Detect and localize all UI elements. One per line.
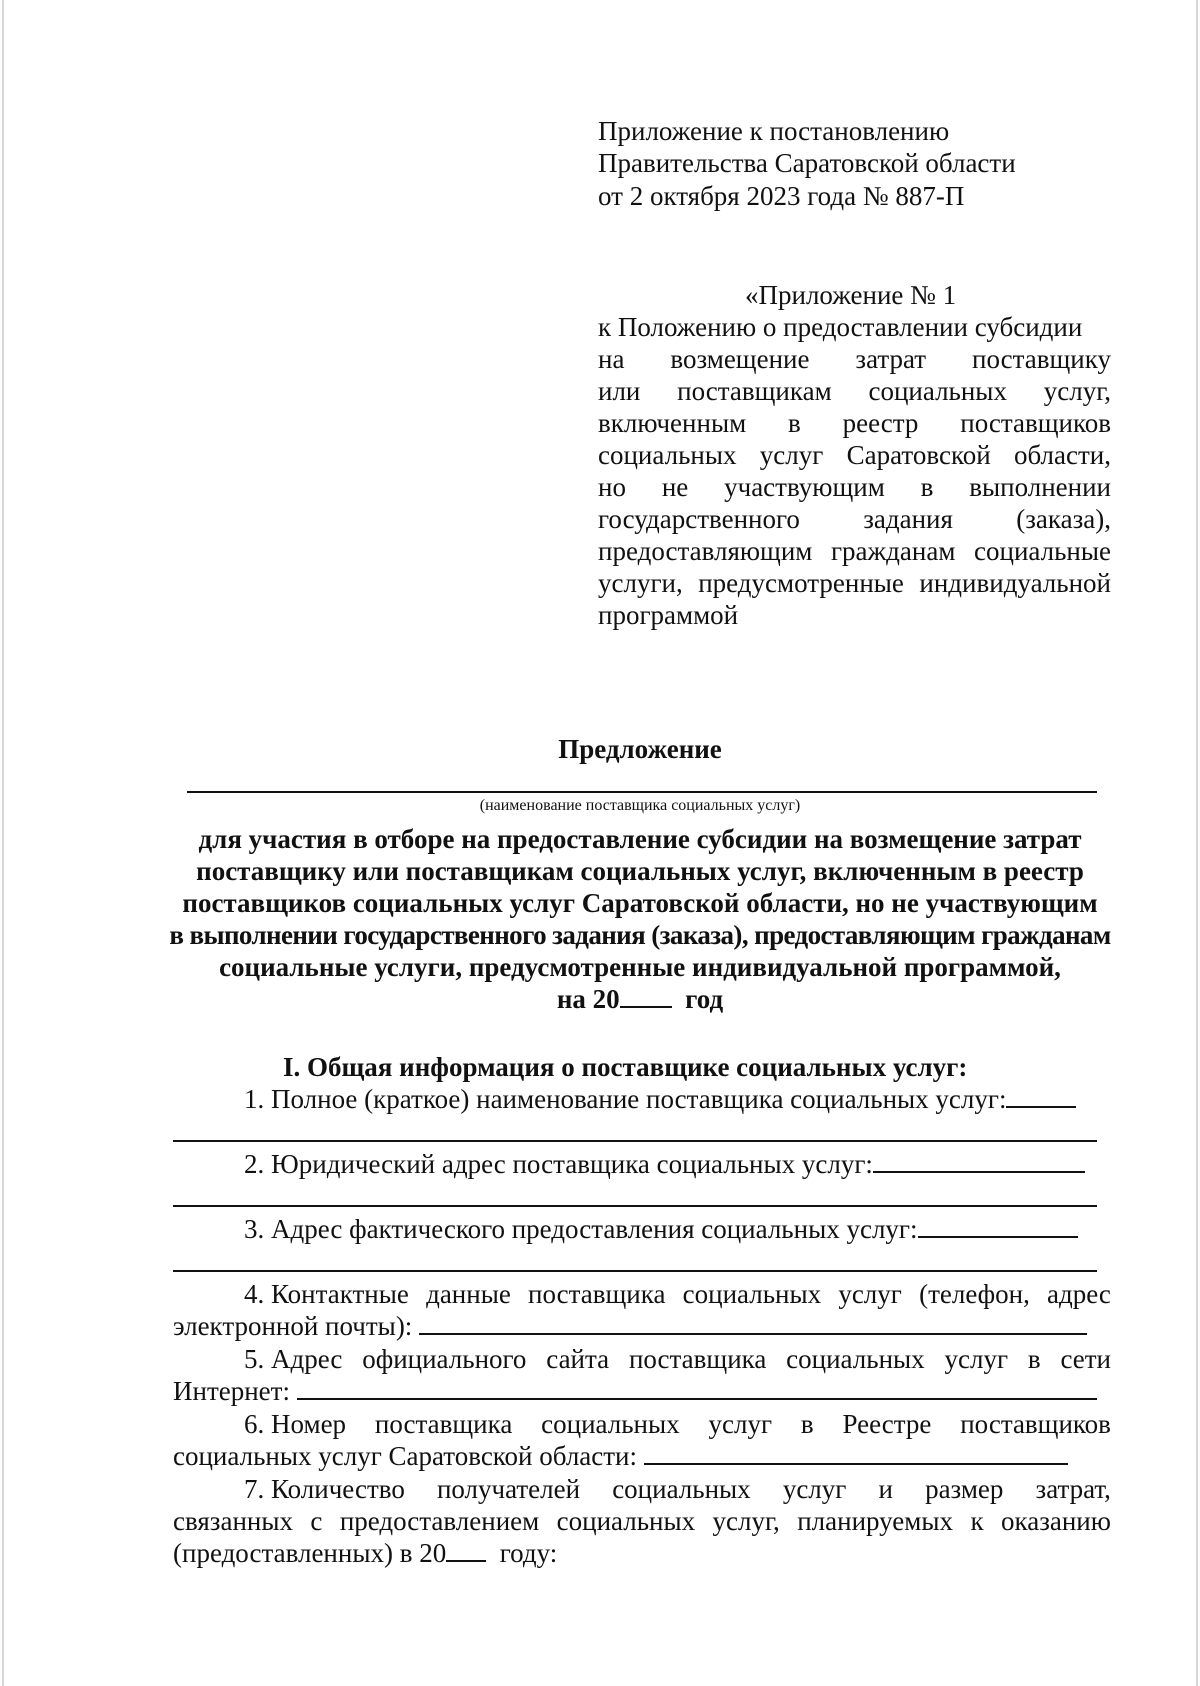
word: или	[598, 376, 641, 406]
word: к	[970, 1506, 984, 1536]
year-blank	[620, 984, 672, 1008]
year-suffix: год	[685, 984, 724, 1014]
word: поставщиков	[960, 1409, 1111, 1439]
item-4-line-2	[173, 1310, 1087, 1342]
appendix-line	[598, 471, 1111, 503]
word: возмещение	[670, 344, 810, 374]
appendix-line	[598, 439, 1111, 471]
word: социальные	[974, 536, 1111, 566]
section-heading: I. Общая информация о поставщике социальных услуг:	[283, 1052, 968, 1082]
word: (заказа),	[1016, 504, 1111, 534]
word: поставщика	[628, 1344, 767, 1374]
word: данные	[426, 1279, 511, 1309]
word: предоставлением	[339, 1506, 540, 1536]
word: реестр	[842, 408, 919, 438]
item-7-year-prefix: (предоставленных) в 20	[173, 1538, 447, 1568]
word: 4. Контактные	[244, 1279, 409, 1309]
subtitle-line: поставщиков социальных услуг Саратовской области, но не участвующим	[182, 888, 1098, 918]
item-5-line	[244, 1343, 1111, 1375]
word: услуг	[944, 1344, 1009, 1374]
item-5-line-2	[173, 1375, 1097, 1407]
item-6-label: социальных услуг Саратовской области:	[173, 1441, 638, 1471]
word: сети	[1060, 1344, 1111, 1374]
item-3	[244, 1213, 1078, 1245]
word: участвующим	[724, 472, 885, 502]
word: поставщиков	[960, 408, 1111, 438]
item-1	[244, 1083, 1076, 1115]
word: 7. Количество	[244, 1474, 405, 1504]
item-7-year-suffix: году:	[499, 1538, 558, 1568]
word: в	[1027, 1344, 1041, 1374]
appendix-line	[598, 535, 1111, 567]
word: услуг,	[712, 1506, 780, 1536]
appendix-line	[598, 375, 1111, 407]
item-6-line	[244, 1408, 1111, 1440]
item-4-line	[244, 1278, 1111, 1310]
item-2-blank	[873, 1149, 1085, 1173]
subtitle-line: для участия в отборе на предоставление субсидии на возмещение затрат	[198, 824, 1082, 854]
appendix-line	[598, 503, 1111, 535]
word: 5. Адрес	[244, 1344, 343, 1374]
appendix-title: «Приложение № 1	[745, 280, 957, 310]
word: сайта	[546, 1344, 610, 1374]
item-4-blank	[419, 1311, 1087, 1335]
word: социальных	[868, 376, 1007, 406]
word: Реестре	[842, 1409, 932, 1439]
item-5-blank	[297, 1376, 1097, 1400]
word: связанных	[173, 1506, 293, 1536]
item-2-continuation-line	[173, 1205, 1097, 1207]
word: поставщикам	[677, 376, 832, 406]
word: в	[800, 1409, 814, 1439]
header-line: Приложение к постановлению	[598, 116, 950, 146]
word: поставщика	[374, 1409, 513, 1439]
year-prefix: на 20	[556, 984, 620, 1014]
item-3-blank	[918, 1214, 1078, 1238]
item-1-blank	[1006, 1084, 1076, 1108]
word: социальных	[556, 1506, 696, 1536]
word: социальных	[541, 1409, 680, 1439]
subtitle-year-line	[0, 983, 1200, 1015]
word: с	[310, 1506, 323, 1536]
appendix-line	[598, 407, 1111, 439]
word: услуги,	[598, 568, 683, 598]
item-1-label: 1. Полное (краткое) наименование поставщика социальных услуг:	[244, 1084, 1007, 1114]
word: услуг	[708, 1409, 773, 1439]
word: предусмотренные	[698, 568, 904, 598]
item-5-label: Интернет:	[173, 1376, 290, 1406]
item-3-continuation-line	[173, 1270, 1097, 1272]
word: поставщику	[972, 344, 1111, 374]
word: планируемых	[797, 1506, 954, 1536]
item-4-label: электронной почты):	[173, 1311, 413, 1341]
word: размер	[925, 1474, 1004, 1504]
appendix-line: программой	[598, 600, 739, 630]
subtitle-line: поставщику или поставщикам социальных услуг, включенным в реестр	[196, 856, 1084, 886]
word: затрат,	[1035, 1474, 1111, 1504]
word: в	[788, 408, 801, 438]
item-6-line-2	[173, 1440, 1068, 1472]
word: не	[661, 472, 689, 502]
word: области,	[1013, 440, 1111, 470]
item-7-line	[244, 1473, 1111, 1505]
item-7-year-blank	[446, 1538, 486, 1562]
word: (телефон,	[919, 1279, 1030, 1309]
word: услуг	[782, 1474, 847, 1504]
word: государственного	[598, 504, 800, 534]
word: гражданам	[830, 536, 956, 566]
item-2	[244, 1148, 1085, 1180]
appendix-line: к Положению о предоставлении субсидии	[598, 312, 1083, 342]
word: социальных	[612, 1474, 751, 1504]
word: затрат	[855, 344, 927, 374]
header-line: от 2 октября 2023 года № 887-П	[598, 181, 965, 211]
subtitle-line: социальные услуги, предусмотренные индивидуальной программой,	[219, 952, 1061, 982]
word: поставщика	[528, 1279, 666, 1309]
word: на	[598, 344, 625, 374]
word: выполнении	[969, 472, 1111, 502]
word: официального	[362, 1344, 527, 1374]
word: услуг	[759, 440, 824, 470]
word: Саратовской	[846, 440, 991, 470]
word: получателей	[436, 1474, 581, 1504]
item-7-line-2	[173, 1505, 1111, 1537]
word: услуг	[838, 1279, 902, 1309]
subtitle-line: в выполнении государственного задания (заказа), предоставляющим гражданам	[169, 920, 1111, 950]
word: включенным	[598, 408, 747, 438]
word: индивидуальной	[919, 568, 1111, 598]
word: но	[598, 472, 626, 502]
word: социальных	[682, 1279, 822, 1309]
word: социальных	[598, 440, 737, 470]
item-3-label: 3. Адрес фактического предоставления социальных услуг:	[244, 1214, 918, 1244]
provider-name-caption: (наименование поставщика социальных услуг)	[479, 797, 801, 814]
provider-name-line	[187, 791, 1097, 793]
word: услуг,	[1043, 376, 1111, 406]
word: оказанию	[1001, 1506, 1111, 1536]
item-2-label: 2. Юридический адрес поставщика социальных услуг:	[244, 1149, 873, 1179]
item-1-continuation-line	[173, 1140, 1097, 1142]
word: в	[920, 472, 934, 502]
word: социальных	[786, 1344, 925, 1374]
word: адрес	[1047, 1279, 1111, 1309]
item-7-line-3	[173, 1537, 557, 1569]
word: и	[878, 1474, 893, 1504]
appendix-line	[598, 567, 1111, 599]
word: предоставляющим	[598, 536, 813, 566]
word: 6. Номер	[244, 1409, 347, 1439]
proposal-heading: Предложение	[558, 734, 722, 764]
appendix-line	[598, 343, 1111, 375]
word: задания	[863, 504, 953, 534]
item-6-blank	[644, 1441, 1068, 1465]
header-line: Правительства Саратовской области	[598, 148, 1016, 178]
